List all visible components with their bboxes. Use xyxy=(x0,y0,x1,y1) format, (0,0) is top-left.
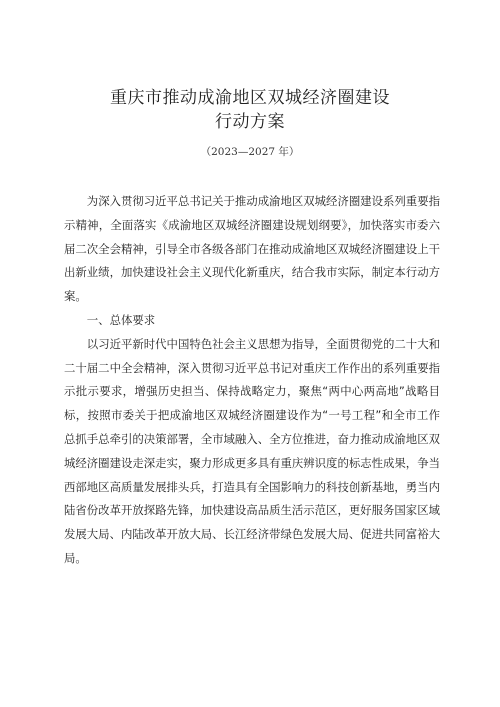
document-title-line2: 行动方案 xyxy=(215,112,285,132)
section-heading: 一、总体要求 xyxy=(86,312,156,327)
section-paragraph: 以习近平新时代中国特色社会主义思想为指导，全面贯彻党的二十大和二十届二中全会精神，深入贯彻习近平总书记对重庆工作作出的系列重要指示批示要求，增强历史担当、保持战略定力，聚焦“两中心两高地”战略目标，按照市委关于把成渝地区双城经济圈建设作为“一号工程”和全市工作总抓手总牵引的决策部署，全市域融入、全方位推进，奋力推动成渝地区双城经济圈建设走深走实，聚力形成更多具有重庆辨识度的标志性成果，争当西部地区高质量发展排头兵，打造具有全国影响力的科技创新基地，勇当内陆省份改革开放探路先锋，加快建设高品质生活示范区，更好服务国家区域发展大局、内陆改革开放大局、长江经济带绿色发展大局、促进共同富裕大局。 xyxy=(64,336,440,565)
document-body xyxy=(64,190,440,571)
document-subtitle: （2023—2027 年） xyxy=(200,146,300,158)
intro-paragraph: 为深入贯彻习近平总书记关于推动成渝地区双城经济圈建设系列重要指示精神，全面落实《成渝地区双城经济圈建设规划纲要》，加快落实市委六届二次全会精神，引导全市各级各部门在推动成渝地区双城经济圈建设上干出新业绩，加快建设社会主义现代化新重庆，结合我市实际，制定本行动方案。 xyxy=(64,194,440,304)
document-title-line1: 重庆市推动成渝地区双城经济圈建设 xyxy=(110,88,390,108)
